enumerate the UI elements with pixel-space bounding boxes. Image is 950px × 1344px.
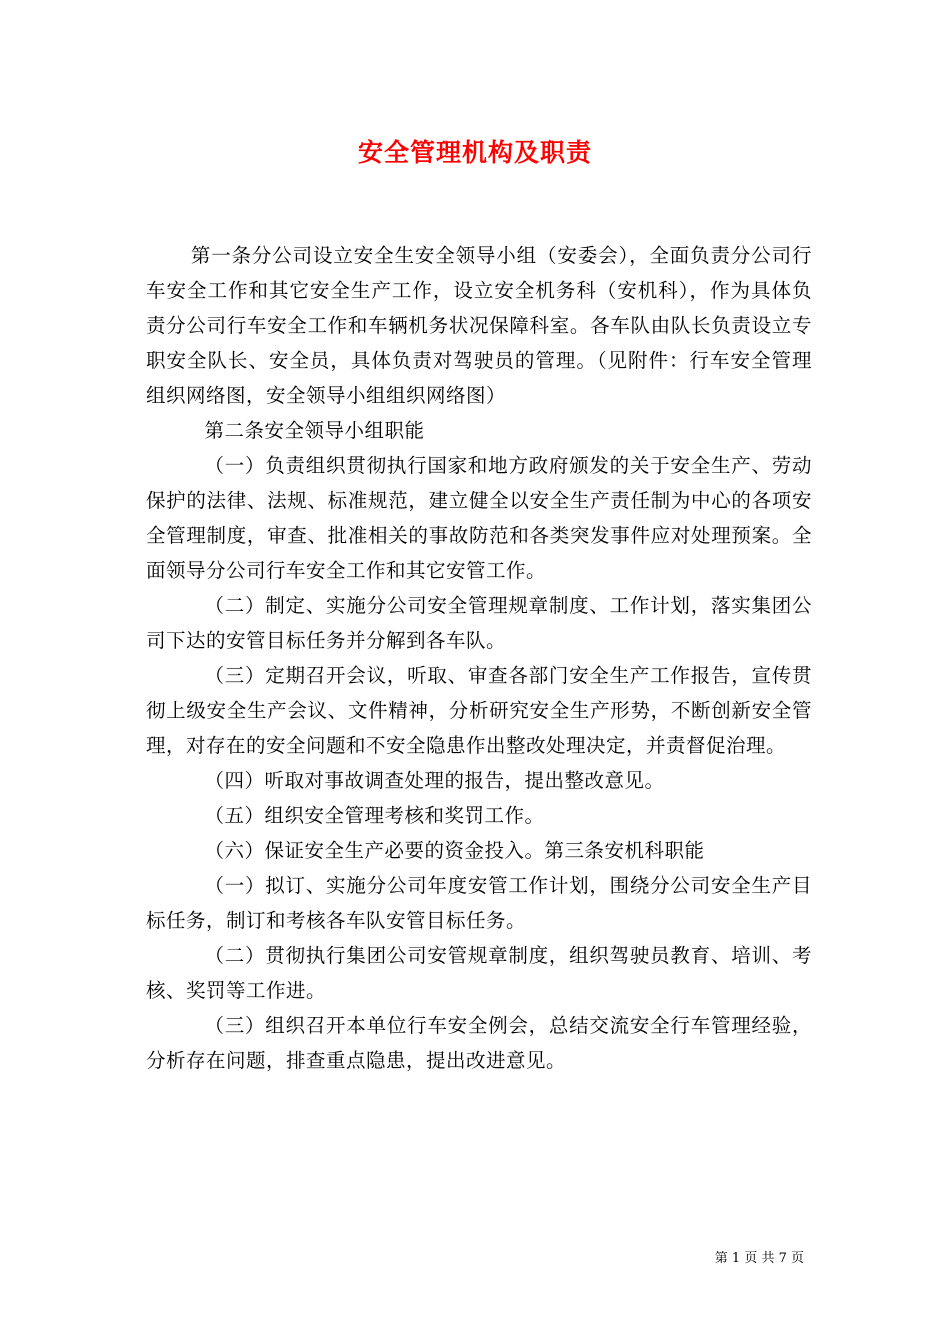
document-title: 安全管理机构及职责 bbox=[357, 138, 592, 167]
paragraph-item: （五）组织安全管理考核和奖罚工作。 bbox=[204, 804, 545, 827]
paragraph-item: （六）保证安全生产必要的资金投入。第三条安机科职能 bbox=[204, 839, 705, 862]
paragraph-item: （四）听取对事故调查处理的报告，提出整改意见。 bbox=[204, 769, 665, 792]
document-body bbox=[146, 238, 812, 1078]
paragraph-item: （二）贯彻执行集团公司安管规章制度，组织驾驶员教育、培训、考核、奖罚等工作进。 bbox=[146, 944, 812, 1002]
paragraph-article-2-heading: 第二条安全领导小组职能 bbox=[204, 419, 425, 442]
paragraph-item: （一）负责组织贯彻执行国家和地方政府颁发的关于安全生产、劳动保护的法律、法规、标准规范，建立健全以安全生产责任制为中心的各项安全管理制度，审查、批准相关的事故防范和各类突发事件应对处理预案。全面领导分公司行车安全工作和其它安管工作。 bbox=[146, 454, 812, 582]
paragraph-item: （二）制定、实施分公司安全管理规章制度、工作计划，落实集团公司下达的安管目标任务并分解到各车队。 bbox=[146, 594, 812, 652]
paragraph-article-1: 第一条分公司设立安全生安全领导小组（安委会），全面负责分公司行车安全工作和其它安全生产工作，设立安全机务科（安机科），作为具体负责分公司行车安全工作和车辆机务状况保障科室。各车队由队长负责设立专职安全队长、安全员，具体负责对驾驶员的管理。（见附件：行车安全管理组织网络图，安全领导小组组织网络图） bbox=[146, 244, 812, 407]
paragraph-item: （三）定期召开会议，听取、审查各部门安全生产工作报告，宣传贯彻上级安全生产会议、文件精神，分析研究安全生产形势，不断创新安全管理，对存在的安全问题和不安全隐患作出整改处理决定，并责督促治理。 bbox=[146, 664, 812, 757]
paragraph-item: （一）拟订、实施分公司年度安管工作计划，围绕分公司安全生产目标任务，制订和考核各车队安管目标任务。 bbox=[146, 874, 812, 932]
paragraph-item: （三）组织召开本单位行车安全例会，总结交流安全行车管理经验，分析存在问题，排查重点隐患，提出改进意见。 bbox=[146, 1014, 812, 1072]
page-number: 第 1 页 共 7 页 bbox=[714, 1251, 804, 1266]
